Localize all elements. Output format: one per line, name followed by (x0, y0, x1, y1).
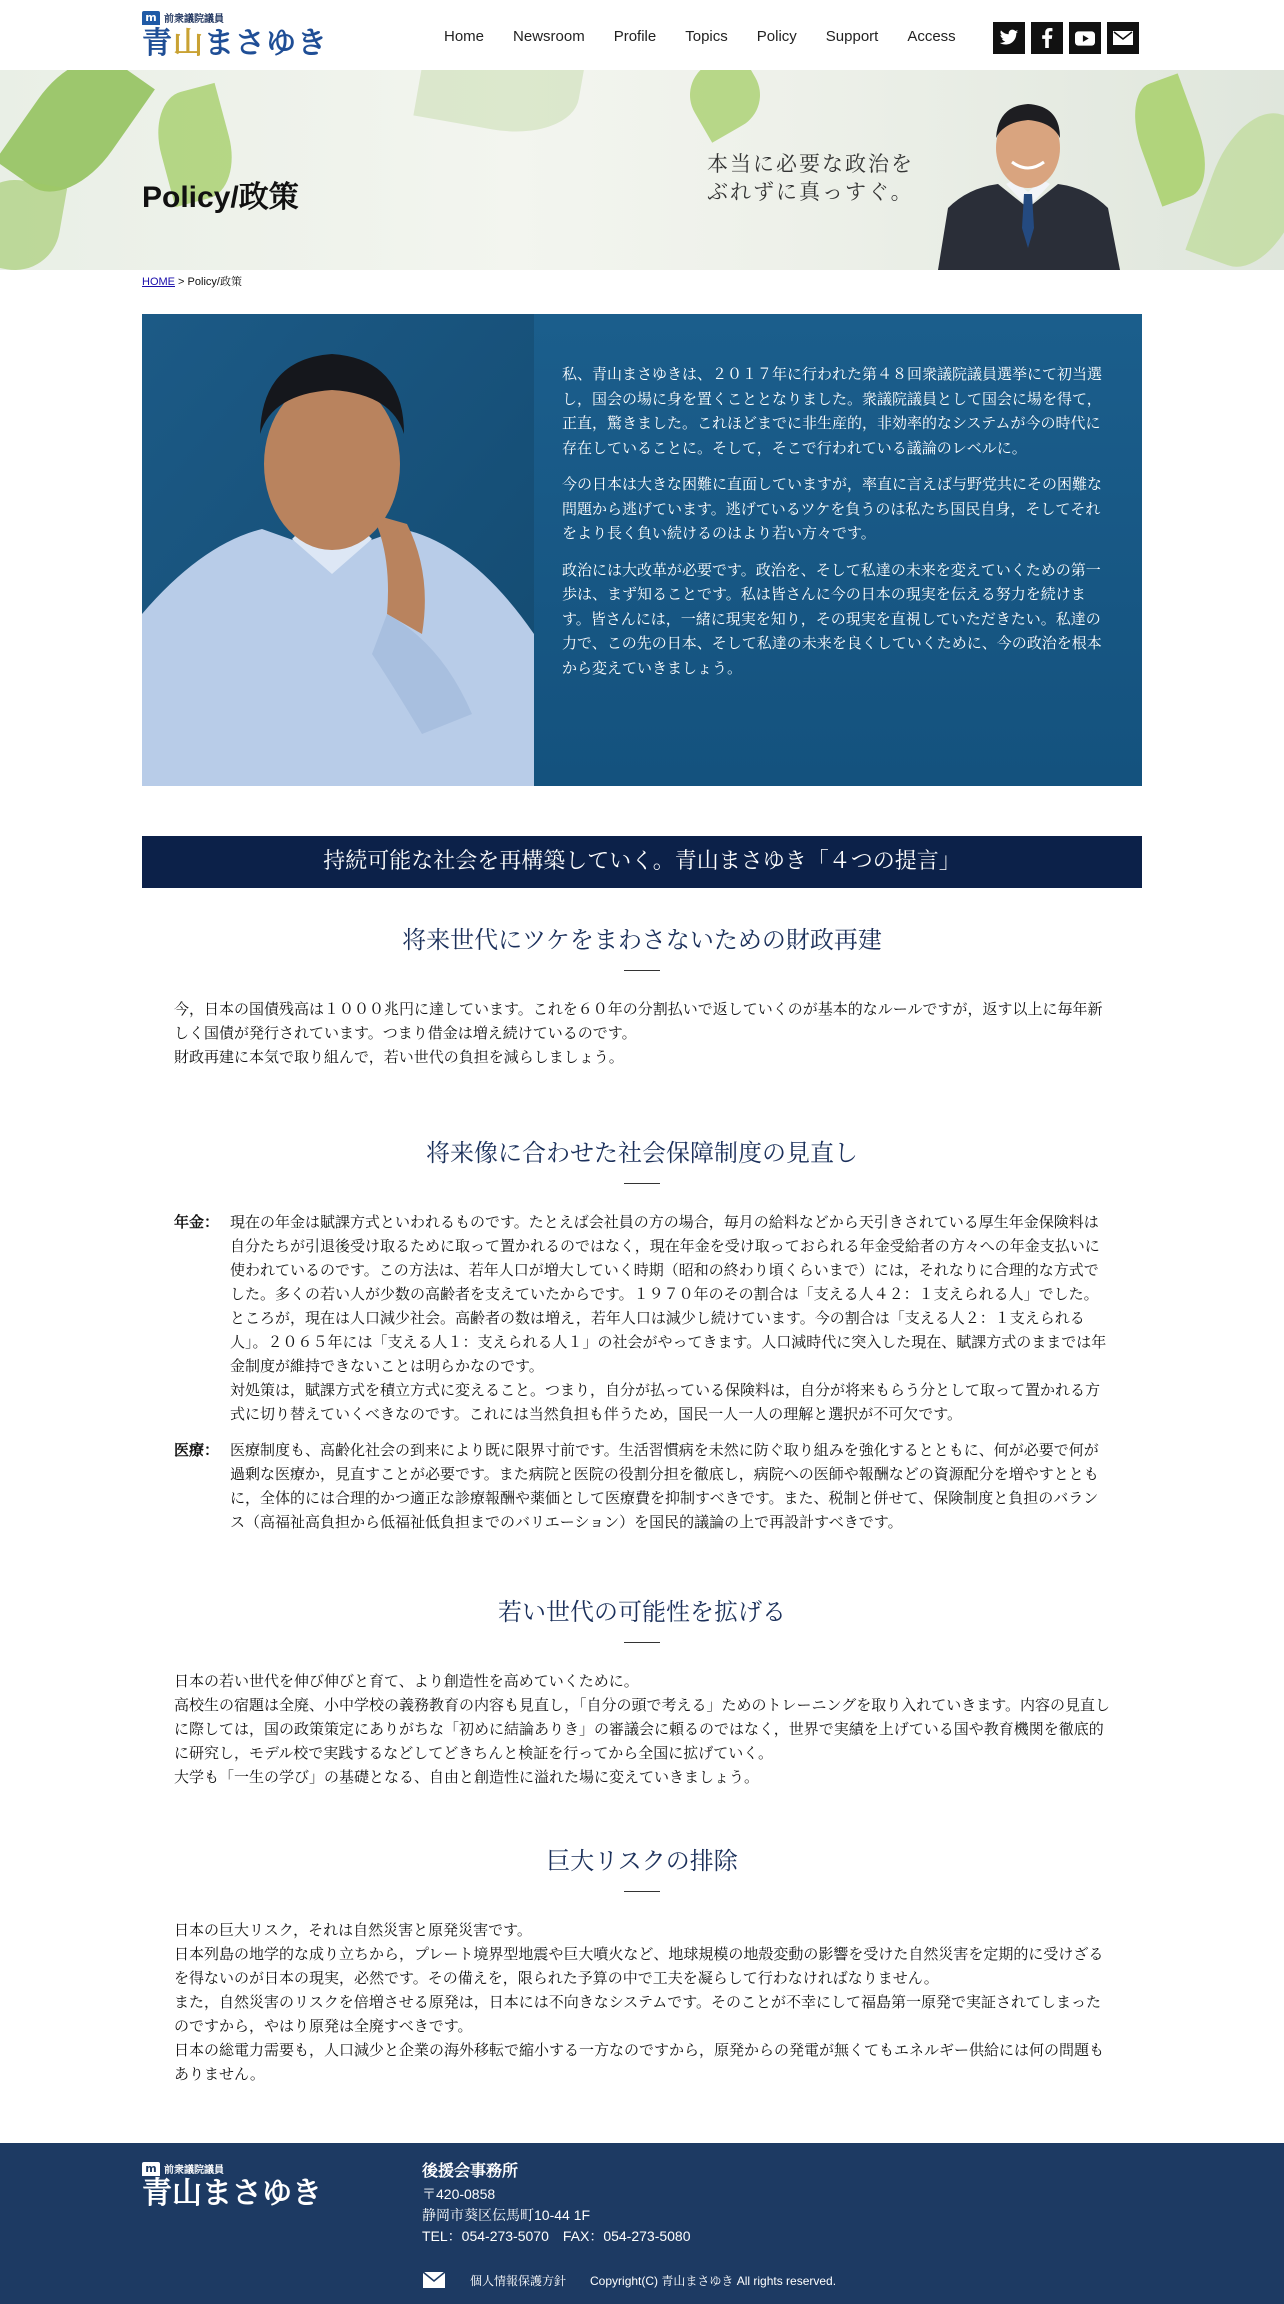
divider (624, 1642, 660, 1643)
logo-mark-icon: m (142, 11, 160, 25)
mail-icon[interactable] (422, 2271, 446, 2289)
site-logo[interactable] (142, 10, 332, 62)
divider (624, 970, 660, 971)
politician-portrait (928, 88, 1128, 270)
page-title: Policy/政策 (142, 181, 299, 215)
nav-access[interactable]: Access (907, 28, 956, 45)
footer-logo[interactable]: m 前衆議院議員 青山まさゆき (142, 2161, 322, 2211)
nav-profile[interactable]: Profile (613, 28, 657, 45)
section-title: 将来像に合わせた社会保障制度の見直し (426, 1139, 858, 1167)
logo-badge-text: 前衆議院議員 (164, 14, 224, 25)
nav-newsroom[interactable]: Newsroom (513, 28, 585, 45)
logo-mark-icon: m (142, 2162, 160, 2176)
privacy-policy-link[interactable]: 個人情報保護方針 (470, 2273, 567, 2288)
divider (624, 1183, 660, 1184)
nav-home[interactable]: Home (444, 28, 485, 45)
hero-banner (0, 70, 1284, 270)
mail-icon[interactable] (1107, 22, 1139, 54)
twitter-icon[interactable] (993, 22, 1025, 54)
global-nav (444, 28, 985, 45)
politician-thinking-photo (142, 314, 534, 786)
facebook-icon[interactable] (1031, 22, 1063, 54)
breadcrumb-home[interactable]: HOME (142, 276, 175, 288)
proposals-heading: 持続可能な社会を再構築していく。青山まさゆき「４つの提言」 (142, 836, 1142, 888)
section-body: 日本の若い世代を伸び伸びと育て、より創造性を高めていくために。 高校生の宿題は全廃、小中学校の義務教育の内容も見直し，「自分の頭で考える」ためのトレーニングを取り入れていきます。内容の見直しに際しては，国の政策策定にありがちな「初めに結論ありき」の審議会に頼るのではなく，世界で実績を上げている国や教育機関を徹底的に研究し，モデル校で実践するなどしてどきちんと検証を行ってから全国に拡げていく。 大学も「一生の学び」の基礎となる、自由と創造性に溢れた場に変えていきましょう。 (174, 1672, 1111, 1786)
pension-item: 年金： 現在の年金は賦課方式といわれるものです。たとえば会社員の方の場合，毎月の給料などから天引きされている厚生年金保険料は自分たちが引退後受け取るために取って置かれるのではなく，現在年金を受け取っておられる年金受給者の方々への年金支払いに使われているのです。この方法は、若年人口が増大していく時期（昭和の終わり頃くらいまで）には，それなりに合理的な方式でした。多くの若い人が少数の高齢者を支えていたからです。１９７０年のその割合は「支える人４２：１支えられる人」でした。ところが，現在は人口減少社会。高齢者の数は増え，若年人口は減少し続けています。今の割合は「支える人２：１支えられる人」。２０６５年には「支える人１：支えられる人１」の社会がやってきます。人口減時代に突入した現在、賦課方式のままでは年金制度が維持できないことは明らかなのです。 対処策は，賦課方式を積立方式に変えること。つまり，自分が払っている保険料は，自分が将来もらう分として取って置かれる方式に切り替えていくべきなのです。これには当然負担も伴うため，国民一人一人の理解と選択が不可欠です。 (174, 1213, 1107, 1423)
hero-slogan: 本当に必要な政治を ぶれずに真っすぐ。 (707, 152, 914, 204)
breadcrumb: HOME > Policy/政策 (142, 276, 242, 288)
logo-name: 青山まさゆき (142, 26, 328, 61)
divider (624, 1891, 660, 1892)
footer-bottom (422, 2271, 836, 2289)
proposal-risk (142, 1809, 1142, 2086)
nav-policy[interactable]: Policy (756, 28, 797, 45)
proposal-social-security (142, 1101, 1142, 1534)
leaf-decoration (1121, 73, 1218, 206)
section-body: 日本の巨大リスク，それは自然災害と原発災害です。 日本列島の地学的な成り立ちから，プレート境界型地震や巨大噴火など、地球規模の地殻変動の影響を受けた自然災害を定期的に受けざるを得ないのが日本の現実，必然です。その備えを，限られた予算の中で工夫を凝らして行わなければなりません。 また，自然災害のリスクを倍増させる原発は，日本には不向きなシステムです。そのことが不幸にして福島第一原発で実証されてしまったのですから，やはり原発は全廃すべきです。 日本の総電力需要も，人口減少と企業の海外移転で縮小する一方なのですから，原発からの発電が無くてもエネルギー供給には何の問題もありません。 (174, 1921, 1105, 2083)
leaf-decoration (413, 70, 586, 143)
logo-badge (142, 10, 332, 25)
youtube-icon[interactable] (1069, 22, 1101, 54)
breadcrumb-current: Policy/政策 (187, 276, 242, 288)
site-footer (0, 2143, 1284, 2304)
proposal-fiscal (142, 888, 1142, 1069)
section-title: 巨大リスクの排除 (546, 1847, 738, 1875)
intro-text: 私、青山まさゆきは、２０１７年に行われた第４８回衆議院議員選挙にて初当選し，国会の場に身を置くこととなりました。衆議院議員として国会に場を得て，正直，驚きました。これほどまでに非生産的，非効率的なシステムが今の時代に存在していることに。そして，そこで行われている議論のレベルに。 今の日本は大きな困難に直面していますが，率直に言えば与野党共にその困難な問題から逃げています。逃げているツケを負うのは私たち国民自身，そしてそれをより長く負い続けるのはより若い方々です。 政治には大改革が必要です。政治を、そして私達の未来を変えていくための第一歩は、まず知ることです。私は皆さんに今の日本の現実を伝える努力を続けます。皆さんには，一緒に現実を知り，その現実を直視していただきたい。私達の力で、この先の日本、そして私達の未来を良くしていくために、今の政治を根本から変えていきましょう。 (562, 365, 1103, 677)
section-title: 将来世代にツケをまわさないための財政再建 (402, 926, 882, 954)
section-body: 今，日本の国債残高は１０００兆円に達しています。これを６０年の分割払いで返していくのが基本的なルールですが，返す以上に毎年新しく国債が発行されています。つまり借金は増え続けているのです。 財政再建に本気で取り組んで，若い世代の負担を減らしましょう。 (174, 1000, 1103, 1066)
leaf-decoration (677, 70, 773, 143)
section-body (142, 1210, 1142, 1534)
proposal-youth (142, 1560, 1142, 1789)
leaf-decoration (0, 173, 67, 270)
office-info: 後援会事務所 〒420-0858 静岡市葵区伝馬町10-44 1F TEL：054-273-5070 FAX：054-273-5080 (422, 2163, 691, 2244)
copyright: Copyright(C) 青山まさゆき All rights reserved. (590, 2273, 837, 2288)
intro-panel (142, 314, 1142, 786)
nav-support[interactable]: Support (825, 28, 879, 45)
medical-item: 医療： 医療制度も、高齢化社会の到来により既に限界寸前です。生活習慣病を未然に防ぐ取り組みを強化するとともに、何が必要で何が過剰な医療か，見直すことが必要です。また病院と医院の役割分担を徹底し，病院への医師や報酬などの資源配分を増やすとともに，全体的には合理的かつ適正な診療報酬や薬価として医療費を抑制すべきです。また、税制と併せて、保険制度と負担のバランス（高福祉高負担から低福祉低負担までのバリエーション）を国民的議論の上で再設計すべきです。 (174, 1441, 1099, 1531)
social-links (993, 22, 1139, 54)
nav-topics[interactable]: Topics (685, 28, 728, 45)
site-header (0, 0, 1284, 70)
section-title: 若い世代の可能性を拡げる (498, 1598, 786, 1626)
